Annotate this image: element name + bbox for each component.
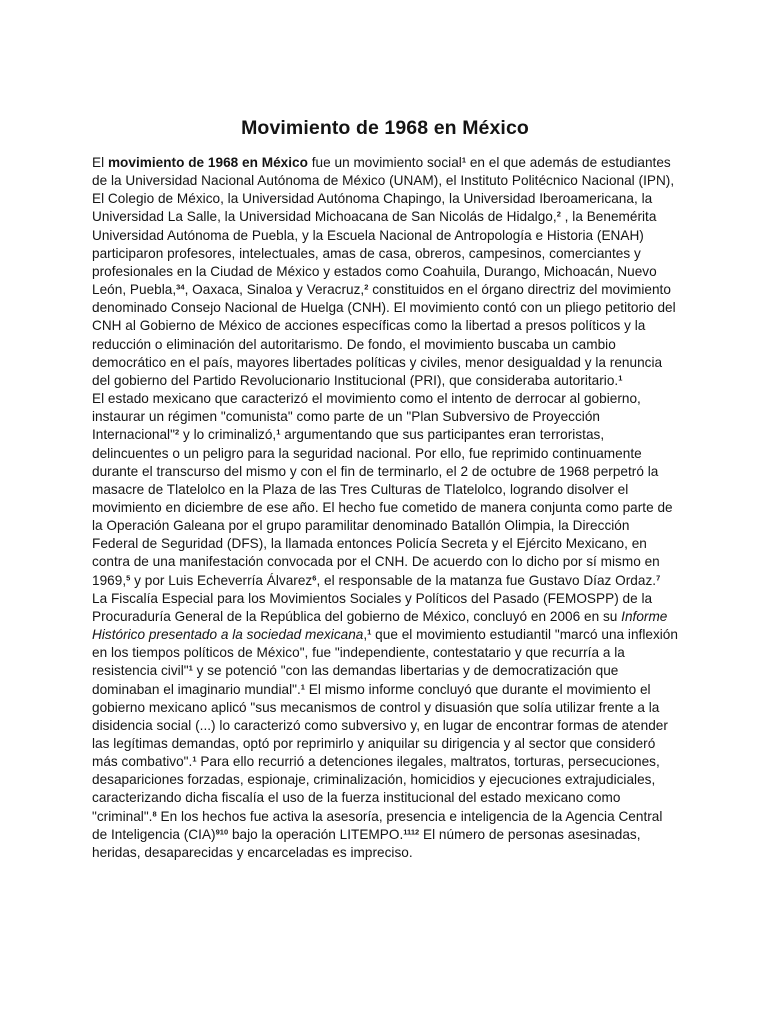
- text-run: constituidos en el órgano directriz del movimiento denominado Consejo Nacional de Huelga (CNH). El movimiento contó con un pliego petitorio del CNH al Gobierno de México de acciones específicas como la libertad a presos políticos y la reducción o eliminación del autoritarismo. De fondo, el movimiento buscaba un cambio democrático en el país, mayores libertades políticas y civiles, menor desigualdad y la renuncia del gobierno del Partido Revolucionario Institucional (PRI), que consideraba autoritario.: [92, 282, 676, 388]
- text-run: El estado mexicano que caracterizó el movimiento como el intento de derrocar al gobierno, instaurar un régimen "comunista" como parte de un "Plan Subversivo de Proyección Internacional": [92, 391, 641, 443]
- paragraph: [92, 590, 678, 862]
- text-run: y se potenció "con las demandas libertarias y de democratización que dominaban el imaginario mundial".: [92, 663, 619, 697]
- text-run: , la Benemérita Universidad Autónoma de Puebla, y la Escuela Nacional de Antropología e Historia (ENAH) participaron profesores, intelectuales, amas de casa, obreros, campesinos, comerciantes y profesionales en la Ciudad de México y estados como Coahuila, Durango, Michoacán, Nuevo León, Puebla,: [92, 209, 657, 298]
- bold-text: movimiento de 1968 en México: [107, 155, 308, 170]
- footnote-ref: 8: [152, 809, 157, 819]
- footnote-ref: 2: [364, 282, 369, 292]
- footnote-ref: 2: [556, 209, 561, 219]
- text-run: y lo criminalizó,: [179, 427, 277, 443]
- text-run: Para ello recurrió a detenciones ilegales, maltratos, torturas, persecuciones, desapariciones forzadas, espionaje, criminalización, homicidios y ejecuciones extrajudiciales, caracterizando dicha fiscalía el uso de la fuerza institucional del estado mexicano como "criminal".: [92, 754, 660, 824]
- footnote-ref: 1: [618, 373, 623, 383]
- italic-text: Informe Histórico presentado a la sociedad mexicana: [92, 608, 668, 643]
- footnote-ref: 1112: [403, 827, 420, 837]
- footnote-ref: 5: [126, 573, 131, 583]
- footnote-ref: 2: [174, 427, 180, 437]
- text-run: El mismo informe concluyó que durante el movimiento el gobierno mexicano aplicó "sus mecanismos de control y disuasión que solía utilizar frente a la disidencia social (...) lo caracterizó como subversivo y, en lugar de encontrar formas de atender las legítimas demandas, optó por reprimirlo y aniquilar su dirigencia y al sector que consideró más combativo".: [92, 681, 668, 770]
- text-run: ,: [363, 627, 368, 643]
- text-run: En los hechos fue activa la asesoría, presencia e inteligencia de la Agencia Central de Inteligencia (CIA): [92, 808, 663, 842]
- footnote-ref: 34: [176, 282, 185, 292]
- footnote-ref: 6: [312, 573, 317, 583]
- text-run: La Fiscalía Especial para los Movimientos Sociales y Políticos del Pasado (FEMOSPP) de la Procuraduría General de la República del gobierno de México, concluyó en 2006 en su: [92, 590, 653, 624]
- footnote-ref: 1: [461, 155, 467, 165]
- text-run: argumentando que sus participantes eran terroristas, delincuentes o un peligro para la seguridad nacional. Por ello, fue reprimido continuamente durante el transcurso del mismo y con el fin de terminarlo, el 2 de octubre de 1968 perpetró la masacre de Tlatelolco en la Plaza de las Tres Culturas de Tlatelolco, logrando disolver el movimiento en diciembre de ese año. El hecho fue cometido de manera conjunta como parte de la Operación Galeana por el grupo paramilitar denominado Batallón Olimpia, la Dirección Federal de Seguridad (DFS), la llamada entonces Policía Secreta y el Ejército Mexicano, en contra de una manifestación convocada por el CNH. De acuerdo con lo dicho por sí mismo en 1969,: [92, 427, 673, 588]
- footnote-ref: 1: [367, 627, 372, 637]
- footnote-ref: 910: [215, 827, 229, 837]
- text-run: en el que además de estudiantes de la Universidad Nacional Autónoma de México (UNAM), el Instituto Politécnico Nacional (IPN), El Colegio de México, la Universidad Autónoma Chapingo, la Universidad Iberoamericana, la Universidad La Salle, la Universidad Michoacana de San Nicolás de Hidalgo,: [92, 155, 675, 225]
- text-run: , Oaxaca, Sinaloa y Veracruz,: [184, 282, 365, 298]
- text-run: El número de personas asesinadas, heridas, desaparecidas y encarceladas es impreciso.: [92, 826, 641, 860]
- document-body: [92, 154, 678, 862]
- text-run: y por Luis Echeverría Álvarez: [130, 572, 313, 588]
- text-run: fue un movimiento social: [307, 155, 462, 170]
- footnote-ref: 1: [276, 427, 281, 437]
- text-run: que el movimiento estudiantil "marcó una inflexión en los tiempos políticos de México", fue "independiente, contestatario y que recurría a la resistencia civil": [92, 627, 678, 679]
- footnote-ref: 7: [656, 573, 661, 583]
- document-page: [92, 114, 678, 862]
- text-run: El: [92, 155, 108, 170]
- text-run: bajo la operación LITEMPO.: [228, 826, 404, 842]
- document-title: Movimiento de 1968 en México: [241, 117, 529, 139]
- footnote-ref: 1: [188, 663, 193, 673]
- footnote-ref: 1: [192, 754, 197, 764]
- paragraph: [92, 154, 678, 390]
- paragraph: [92, 390, 678, 590]
- text-run: , el responsable de la matanza fue Gustavo Díaz Ordaz.: [316, 572, 657, 588]
- footnote-ref: 1: [300, 682, 305, 692]
